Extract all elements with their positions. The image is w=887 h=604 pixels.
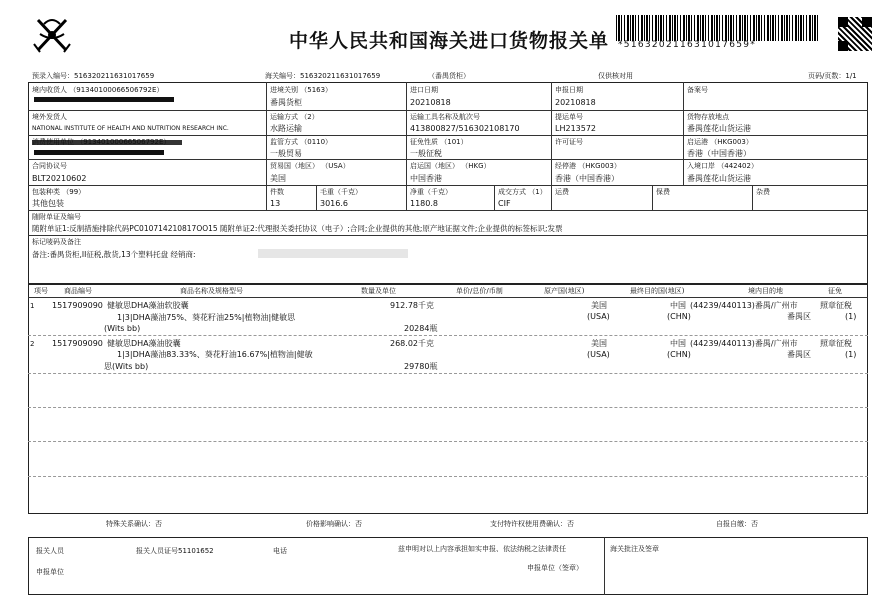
license-label: 许可证号	[555, 138, 583, 146]
supervision-value: 一般贸易	[270, 149, 302, 158]
col-domestic: 境内目的地	[748, 287, 783, 295]
royalty-confirm: 支付特许权使用费确认：否	[490, 520, 574, 528]
gross-value: 3016.6	[320, 199, 348, 208]
col-origin: 原产国(地区)	[544, 287, 585, 295]
bl-label: 提运单号	[555, 113, 583, 121]
ship-country-value: 中国香港	[410, 174, 442, 183]
col-price: 单价/总价/币制	[456, 287, 503, 295]
declaring-unit-label: 申报单位	[36, 568, 64, 576]
marks-label: 标记唛码及备注	[32, 238, 81, 246]
storage-value: 番禺莲花山货运港	[687, 124, 751, 133]
deal-label: 成交方式 （1）	[498, 188, 547, 196]
qr-code-icon	[838, 17, 872, 51]
shipper-value: NATIONAL INSTITUTE OF HEALTH AND NUTRITION RESEARCH INC.	[32, 125, 229, 132]
entry-customs-value: 番禺货柜	[270, 98, 302, 107]
col-code: 商品编号	[64, 287, 92, 295]
pieces-value: 13	[270, 199, 281, 208]
deal-value: CIF	[498, 199, 511, 208]
docs-label: 随附单证及编号	[32, 213, 81, 221]
redaction-mark	[34, 150, 164, 155]
shipper-label: 境外发货人	[32, 113, 67, 121]
redaction-blur	[258, 249, 408, 258]
entry-customs-label: 进境关别 （5163）	[270, 86, 333, 94]
special-relation-confirm: 特殊关系确认：否	[106, 520, 162, 528]
stop-port-value: 香港（中国香港）	[555, 174, 619, 183]
trade-country-value: 美国	[270, 174, 286, 183]
barcode-text: *516320211631017659*	[618, 40, 757, 50]
pieces-label: 件数	[270, 188, 284, 196]
record-no-label: 备案号	[687, 86, 708, 94]
supervision-label: 监管方式 （0110）	[270, 138, 333, 146]
price-impact-confirm: 价格影响确认：否	[306, 520, 362, 528]
phone-label: 电话	[273, 547, 287, 555]
customs-note-label: 海关批注及签章	[610, 545, 659, 553]
page-number: 页码/页数：1/1	[808, 72, 857, 80]
entry-port-value: 番禺莲花山货运港	[687, 174, 751, 183]
customs-office: （番禺货柜）	[428, 72, 470, 80]
freight-label: 运费	[555, 188, 569, 196]
transport-value: 水路运输	[270, 124, 302, 133]
col-name: 商品名称及规格型号	[180, 287, 243, 295]
trade-country-label: 贸易国（地区） （USA）	[270, 162, 350, 170]
col-qty: 数量及单位	[361, 287, 396, 295]
transport-label: 运输方式 （2）	[270, 113, 319, 121]
net-label: 净重（千克）	[410, 188, 452, 196]
departure-port-value: 香港（中国香港）	[687, 149, 751, 158]
pack-value: 其他包装	[32, 199, 64, 208]
misc-label: 杂费	[756, 188, 770, 196]
levy-value: 一般征税	[410, 149, 442, 158]
stop-port-label: 经停港 （HKG003）	[555, 162, 621, 170]
self-pay-confirm: 自报自缴：否	[716, 520, 758, 528]
verify-note: 仅供核对用	[598, 72, 633, 80]
preentry-label: 预录入编号：516320211631017659	[32, 72, 155, 80]
marks-value: 备注:番禺货柜,II征税,散货,13个塑料托盘 经销商:	[32, 250, 196, 259]
storage-label: 货物存放地点	[687, 113, 729, 121]
customs-emblem-icon	[32, 14, 72, 56]
import-date-value: 20210818	[410, 98, 451, 107]
declare-date-label: 申报日期	[555, 86, 583, 94]
customs-number: 海关编号：516320211631017659	[265, 72, 381, 80]
vessel-label: 运输工具名称及航次号	[410, 113, 480, 121]
consignee-field: 境内收货人 （91340100066506792E）	[32, 86, 164, 94]
preentry-number: 516320211631017659	[74, 72, 155, 80]
declarant-cert: 报关人员证号51101652	[136, 547, 214, 555]
bl-value: LH213572	[555, 124, 597, 133]
levy-label: 征免性质 （101）	[410, 138, 468, 146]
consignee-code: （91340100066506792E）	[69, 86, 164, 94]
redaction-mark	[34, 97, 174, 102]
declaration-statement: 兹申明对以上内容承担如实申报、依法纳税之法律责任	[398, 545, 566, 553]
net-value: 1180.8	[410, 199, 438, 208]
declare-date-value: 20210818	[555, 98, 596, 107]
ship-country-label: 启运国（地区） （HKG）	[410, 162, 491, 170]
contract-value: BLT20210602	[32, 174, 87, 183]
redaction-mark	[32, 140, 182, 145]
gross-label: 毛重（千克）	[320, 188, 362, 196]
vessel-value: 413800827/516302108170	[410, 124, 520, 133]
col-no: 项号	[34, 287, 48, 295]
import-date-label: 进口日期	[410, 86, 438, 94]
pack-label: 包装种类 （99）	[32, 188, 86, 196]
insurance-label: 保费	[656, 188, 670, 196]
page-title: 中华人民共和国海关进口货物报关单	[289, 30, 610, 52]
entry-port-label: 入境口岸 （442402）	[687, 162, 758, 170]
docs-value: 随附单证1:反制措施排除代码PC010714210817OO15 随附单证2:代理报关委托协议（电子）;合同;企业提供的其他;原产地证据文件;企业提供的标签标识;发票	[32, 224, 563, 233]
declaring-unit-seal-label: 申报单位（签章）	[527, 564, 583, 572]
contract-label: 合同协议号	[32, 162, 67, 170]
departure-port-label: 启运港 （HKG003）	[687, 138, 753, 146]
col-levy: 征免	[828, 287, 842, 295]
barcode	[616, 15, 820, 41]
col-final: 最终目的国(地区)	[630, 287, 685, 295]
declarant-label: 报关人员	[36, 547, 64, 555]
